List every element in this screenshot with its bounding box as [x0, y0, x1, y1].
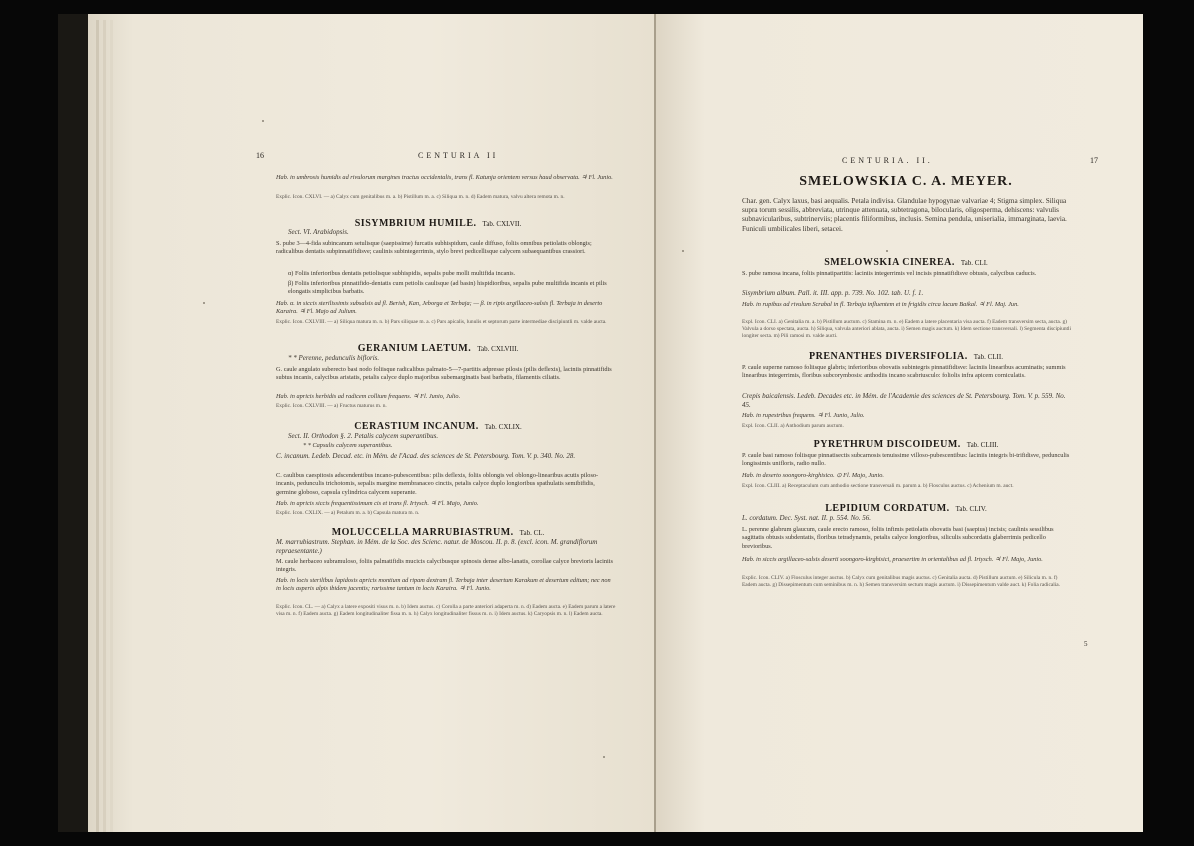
moluccella-reference: M. marrubiastrum. Stephan. in Mém. de la Soc. des Scienc. natur. de Moscou. II. p. 8. (excl. icon. M. grandiflorum repraesentante.): [276, 538, 598, 555]
prenanthes-description: P. caule superne ramoso foliisque glabris; inferioribus obovatis subintegris pinnatifidisve: laciniis linearibus acuminatis; summis linearibus integerrimis, floribus subcorymbosis: anthodiis incano scabriusculo: foliolis infra apicem corniculatis.: [742, 364, 1066, 380]
paper-speck: [203, 302, 205, 304]
moluccella-habitat: Hab. in locis sterilibus lapidosis apricis montium ad ripam dextram fl. Terbaja inter desertum Karakum et desertum editum; nec non in locis asperis alpis ibidem jacentis; rarissime tantum in locis Karaira. ♃ Fl. Junio.: [276, 577, 611, 593]
section-title-pyrethrum: PYRETHRUM DISCOIDEUM. Tab. CLIII.: [813, 439, 999, 450]
section-title-smelowskia-cinerea: SMELOWSKIA CINEREA. Tab. CLI.: [824, 257, 988, 268]
genus-title-smelowskia: SMELOWSKIA C. A. MEYER.: [799, 174, 1013, 189]
signature-mark: 5: [1084, 640, 1088, 648]
cerastium-explication: Explic. Icon. CXLIX. — a) Petalum m. a. b) Capsula matura m. n.: [276, 510, 420, 516]
geranium-habitat: Hab. in apricis herbidis ad radicem collium frequens. ♃ Fl. Junio, Julio.: [276, 393, 461, 400]
prenanthes-explication: Expl. Icon. CLII. a) Anthodium parum auctum.: [742, 423, 844, 429]
section-title-lepidium: LEPIDIUM CORDATUM. Tab. CLIV.: [825, 503, 987, 514]
page-number-right: 17: [1090, 156, 1098, 165]
left-page: [88, 14, 654, 832]
book-spread: [58, 14, 1143, 832]
moluccella-description: M. caule herbaceo subramuloso, foliis palmatifidis mucicis calycibusque spinosis dense albo-lanatis, corollae calyce brevioris laciniis integris.: [276, 558, 613, 574]
section-title-sisymbrium: SISYMBRIUM HUMILE. Tab. CXLVII.: [354, 218, 522, 229]
page-edge: [103, 20, 106, 832]
lepidium-habitat: Hab. in siccis argillaceo-salsis deserti soongoro-kirghisici, praesertim in orientalibus ad fl. Irtysch. ♃ Fl. Majo, Junio.: [742, 556, 1043, 563]
moluccella-explication: Explic. Icon. CL. — a) Calyx a latere expositi visus m. n. b) Idem auctus. c) Corolla a parte anteriori adaperta m. n. d) Eadem aucta. e) Eadem parum a latere visa m. n. f) Eadem aucta. g) Eadem longitudinaliter fissa m. n. h) Calyx longitudinaliter fissus m. n. i) Idem auctus. k) Caryopsis m. n. l) Eadem aucta.: [276, 604, 616, 618]
smelowskia-reference: Sisymbrium album. Pall. it. III. app. p. 739. No. 102. tab. U. f. 1.: [742, 289, 924, 297]
smelowskia-explication: Expl. Icon. CLI. a) Genitalia m. a. b) Pistillum auctum. c) Stamina m. n. e) Eadem a latere placentaria visa aucta. f) Eadem transversim secta, aucta. g) Valvula a dorso spectata, aucta. h) Siliqua, valvula anteriori ablata, aucta. i) Semen magis auctum. k) Idem sectione transversali. l) Segmenta discipiuntli longiter secta. m) Pili ramosi m. valde aucti.: [742, 319, 1072, 340]
geranium-description: G. caule angulato suberecto basi nodo foliisque radicalibus palmato-5—7-partitis adpresse pilosis (pilis deflexis), laciniis pinnatifidis subtus incanis, calycibus aristatis, petalis calyce duplo majoribus subemarginatis basi barbatis, filamentis ciliatis.: [276, 366, 612, 382]
pyrethrum-habitat: Hab. in deserto soongoro-kirghisico. ⊙ Fl. Majo, Junio.: [742, 472, 884, 479]
sisymbrium-variety-a: α) Foliis inferioribus dentatis petiolisque subhispidis, sepalis pube molli multifida incanis.: [288, 270, 516, 277]
section-title-moluccella: MOLUCCELLA MARRUBIASTRUM. Tab. CL.: [331, 527, 545, 538]
lepidium-reference: L. cordatum. Dec. Syst. nat. II. p. 554. No. 56.: [742, 514, 872, 522]
genus-character: Char. gen. Calyx laxus, basi aequalis. Petala indivisa. Glandulae hypogynae valvariae 4; Stigma simplex. Siliqua supra torum sessilis, abbreviata, utrinque attenuata, subtetragona, bilocularis, oligosperma, dehiscens: valvulis subnavicularibus, subtrinerviis; placentis filiformibus, inclusis. Semina pendula, uniserialia, immarginata, laevia. Funiculi umbilicales liberi, setacei.: [742, 197, 1067, 233]
cerastium-description: C. caulibus caespitosis adscendentibus incano-pubescentibus: pilis deflexis, foliis oblongis vel oblongo-linearibus acutis piloso-incanis, pedunculis trichotomis, sepalis margine membranaceo cinctis, petalis calyce duplo longioribus spathulatis semibifidis, germine globoso, capsula cylindrica calycem superante.: [276, 472, 599, 496]
section-title-geranium: GERANIUM LAETUM. Tab. CXLVIII.: [357, 343, 519, 354]
right-page: [656, 14, 1143, 832]
lepidium-explication: Explic. Icon. CLIV. a) Flosculus integer auctus. b) Calyx cum genitalibus magis auctus. c) Genitalia aucta. d) Pistillum auctum. e) Silicula m. n. f) Eadem aucta. g) Dissepimentum cum seminibus m. n. h) Semen transversim sectum magis auctum. i) Dissepimentum valde auct. k) Folia radicalia.: [742, 575, 1060, 589]
pyrethrum-description: P. caule basi ramoso foliisque pinnatisectis subcarnosis tenuissime villoso-pubescentibus: laciniis integris bi-trifidisve, pedunculis longissimis unifloris, radio nullo.: [742, 452, 1070, 468]
smelowskia-description: S. pube ramosa incana, foliis pinnatipartitis: laciniis integerrimis vel incisis pinnatifidisve obtusis, calycibus caducis.: [742, 270, 1037, 277]
smelowskia-habitat: Hab. in rupibus ad rivulum Scrabal in fl. Terbaja influentem et in frigidis circa lacum Baikal. ♃ Fl. Maj. Jun.: [742, 301, 1019, 308]
intro-explication: Explic. Icon. CXLVI. — a) Calyx cum genitalibus m. a. b) Pistillum m. a. c) Siliqua m. n. d) Eadem matura, valvu altera remota m. n.: [276, 194, 565, 200]
prenanthes-habitat: Hab. in rupestribus frequens. ♃ Fl. Junio, Julio.: [742, 412, 865, 419]
sisymbrium-description: S. pube 3—4-fida subincanum setulisque (saepissime) furcatis subhispidum, caule diffuso, foliis omnibus petiolatis oblongis; radicalibus dentatis subpinnatifidisve; caulinis subintegerrimis, stylo brevi pedicellisque calycem subaequantibus crassiori.: [276, 240, 592, 256]
page-number-left: 16: [256, 151, 264, 160]
pyrethrum-explication: Expl. Icon. CLIII. a) Receptaculum cum anthodio sectione transversali m. parum a. b) Flosculus auctus. c) Achenium m. auct.: [742, 483, 1014, 489]
intro-habitat: Hab. in umbrosis humidis ad rivulorum margines tractus occidentalis, trans fl. Katunja orientem versus haud observata. ♃ Fl. Junio.: [276, 174, 613, 181]
paper-speck: [682, 250, 684, 252]
running-head-right: CENTURIA. II.: [842, 156, 933, 165]
page-edge: [110, 20, 113, 832]
geranium-explication: Explic. Icon. CXLVIII. — a) Fructus maturus m. n.: [276, 403, 387, 409]
page-edge: [96, 20, 99, 832]
sisymbrium-habitat: Hab. α. in siccis sterilissimis subsalsis ad fl. Berish, Kan, Jeborga et Terbaja; — β. in ripis argillaceo-salsis fl. Terbaja in deserto Karaira. ♃ Fl. Majo ad Julium.: [276, 300, 603, 316]
paper-speck: [262, 120, 264, 122]
geranium-section: * * Perenne, pedunculis bifloris.: [288, 354, 380, 362]
sisymbrium-section: Sect. VI. Arabidopsis.: [288, 228, 349, 236]
lepidium-description: L. perenne glabrum glaucum, caule erecto ramoso, foliis infimis petiolatis obovatis basi (saepius) incisis; caulinis sessilibus sagittatis obtusis subdentatis, floribus tetradynamis, petalis calyce longioribus, siliculis subcordatis glaberrimis pedicello brevioribus.: [742, 526, 1054, 550]
section-title-cerastium: CERASTIUM INCANUM. Tab. CXLIX.: [354, 421, 522, 432]
section-title-prenanthes: PRENANTHES DIVERSIFOLIA. Tab. CLII.: [809, 351, 1003, 362]
paper-speck: [886, 250, 888, 252]
sisymbrium-explication: Explic. Icon. CXLVIII. — a) Siliqua matura m. n. b) Pars siliquae m. a. c) Pars apicalis, lunulis et septorum parte intermediae discipiuntli m. valde aucta.: [276, 319, 607, 325]
paper-speck: [603, 756, 605, 758]
prenanthes-reference: Crepis baicalensis. Ledeb. Decades etc. in Mém. de l'Academie des sciences de St. Petersbourg. Tom. V. p. 559. No. 45.: [742, 392, 1066, 409]
sisymbrium-variety-b: β) Foliis inferioribus pinnatifido-dentatis cum petiolis caulisque (ad basin) hispidioribus, sepalis pube multifida incanis et pilis elongatis simplicibus barbatis.: [288, 280, 607, 296]
running-head-left: CENTURIA II: [418, 151, 499, 160]
cerastium-habitat: Hab. in apricis siccis frequentissimum cis et trans fl. Irtysch. ♃ Fl. Majo, Junio.: [276, 500, 479, 507]
cerastium-section: Sect. II. Orthodon §. 2. Petalis calycem superantibus.: [288, 432, 439, 440]
cerastium-reference: C. incanum. Ledeb. Decad. etc. in Mém. de l'Acad. des sciences de St. Petersbourg. Tom. V. p. 340. No. 28.: [276, 452, 576, 460]
cerastium-subsection: * * Capsulis calycem superantibus.: [303, 442, 393, 449]
